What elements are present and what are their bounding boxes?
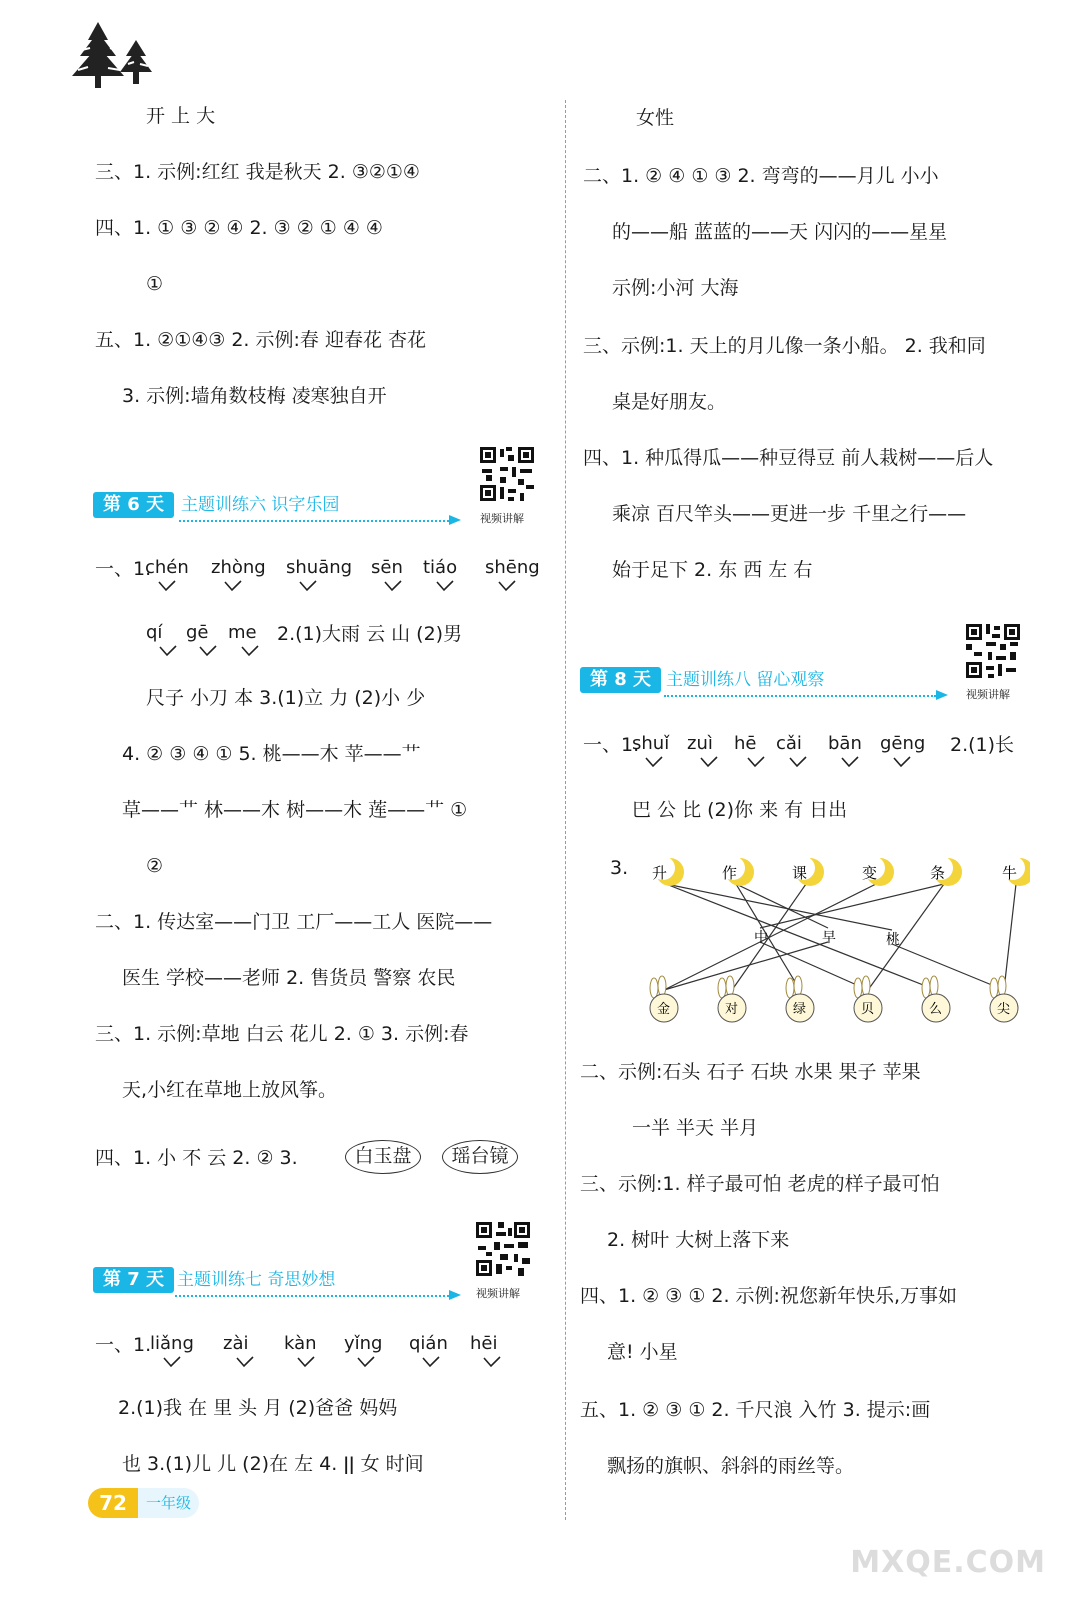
page-number: 72 (88, 1488, 138, 1518)
right-answer-line: 四、1. 种瓜得瓜——种豆得豆 前人栽树——后人 (583, 447, 994, 469)
day6-badge: 第 6 天 (93, 492, 174, 518)
moon-char: 课 (792, 864, 808, 882)
day6-answer-line: 尺子 小刀 本 3.(1)立 力 (2)小 少 (146, 687, 426, 709)
day6-pinyin: shuāng (286, 557, 353, 578)
middle-char: 早 (822, 930, 836, 946)
right-answer-line: 三、示例:1. 天上的月儿像一条小船。 2. 我和同 (583, 335, 986, 357)
right-answer-line: 二、1. ② ④ ① ③ 2. 弯弯的——月儿 小小 (583, 165, 939, 187)
column-divider (565, 100, 566, 1520)
day6-pinyin: gē (186, 622, 209, 643)
day7-check-icon (162, 1355, 182, 1369)
rabbit-char: 么 (929, 1002, 943, 1017)
day8-answer-line: 意! 小星 (607, 1341, 678, 1363)
match-line (760, 942, 868, 990)
day8-answer-line: 四、1. ② ③ ① 2. 示例:祝您新年快乐,万事如 (580, 1285, 957, 1307)
matching-diagram (630, 850, 1030, 1030)
day7-badge: 第 7 天 (93, 1267, 174, 1293)
day8-header (580, 665, 960, 695)
day8-answer-line: 2.(1)长 (950, 734, 1015, 756)
day7-answer-line: 2.(1)我 在 里 头 月 (2)爸爸 妈妈 (118, 1397, 398, 1419)
day6-check-icon (198, 644, 218, 658)
day6-qr-label: 视频讲解 (480, 512, 524, 525)
moon-char: 变 (862, 864, 878, 882)
moon-char: 牛 (1002, 864, 1018, 882)
day7-pinyin: qián (409, 1333, 448, 1354)
day8-check-icon (746, 755, 766, 769)
day6-pinyin: zhòng (211, 557, 266, 578)
day6-pinyin: me (228, 622, 257, 643)
day7-check-icon (296, 1355, 316, 1369)
day6-check-icon (157, 579, 177, 593)
day8-topic: 主题训练八 留心观察 (666, 670, 825, 690)
day8-check-icon (840, 755, 860, 769)
grade-label: 一年级 (138, 1488, 199, 1518)
watermark-text: MXQE.COM (850, 1545, 1046, 1580)
day7-pinyin: yǐng (344, 1333, 383, 1354)
day8-badge: 第 8 天 (580, 667, 661, 693)
day8-pinyin: bān (828, 733, 862, 754)
day7-answer-line: 一、1. (95, 1334, 152, 1356)
day7-pinyin: kàn (284, 1333, 317, 1354)
day6-answer-line: 一、1. (95, 558, 152, 580)
day7-topic: 主题训练七 奇思妙想 (177, 1270, 336, 1290)
answer-oval-2: 瑶台镜 (442, 1140, 518, 1174)
day6-pinyin: sēn (371, 557, 403, 578)
day6-check-icon (240, 644, 260, 658)
day6-answer-line: ② (146, 855, 164, 877)
left-answer-line: 五、1. ②①④③ 2. 示例:春 迎春花 杏花 (95, 329, 426, 351)
day8-pinyin: shuǐ (632, 733, 670, 754)
rabbit-char: 尖 (997, 1002, 1011, 1017)
day8-answer-line: 二、示例:石头 石子 石块 水果 果子 苹果 (580, 1061, 921, 1083)
day7-arrow-icon (449, 1290, 461, 1300)
day6-check-icon (158, 644, 178, 658)
day6-answer-line: 四、1. 小 不 云 2. ② 3. (95, 1147, 298, 1169)
day6-pinyin: qí (146, 622, 163, 643)
day7-check-icon (235, 1355, 255, 1369)
day6-answer-line: 三、1. 示例:草地 白云 花儿 2. ① 3. 示例:春 (95, 1023, 469, 1045)
day6-rule (179, 520, 449, 522)
day7-pinyin: hēi (470, 1333, 498, 1354)
day6-answer-line: 医生 学校——老师 2. 售货员 警察 农民 (122, 967, 456, 989)
match-line (1004, 884, 1016, 990)
day7-rule (175, 1295, 449, 1297)
day7-check-icon (356, 1355, 376, 1369)
day7-qr-label: 视频讲解 (476, 1287, 520, 1300)
day6-header (93, 490, 473, 520)
rabbit-char: 金 (657, 1002, 671, 1017)
day8-rule (664, 695, 936, 697)
right-answer-line: 乘凉 百尺竿头——更进一步 千里之行—— (612, 503, 967, 525)
day8-check-icon (892, 755, 912, 769)
day8-qr-label: 视频讲解 (966, 688, 1010, 701)
day6-answer-line: 草——艹 林——木 树——木 莲——艹 ① (122, 799, 468, 821)
middle-char: 桃 (886, 932, 900, 948)
day6-topic: 主题训练六 识字乐园 (181, 495, 340, 515)
day8-check-icon (788, 755, 808, 769)
left-answer-line: 四、1. ① ③ ② ④ 2. ③ ② ① ④ ④ (95, 217, 383, 239)
day6-pinyin: tiáo (423, 557, 458, 578)
day7-header (93, 1265, 473, 1295)
day8-answer-line: 五、1. ② ③ ① 2. 千尺浪 入竹 3. 提示:画 (580, 1399, 931, 1421)
day6-answer-line: 天,小红在草地上放风筝。 (122, 1079, 338, 1101)
moon-char: 作 (722, 864, 738, 882)
day8-pinyin: zuì (687, 733, 713, 754)
left-answer-line: 三、1. 示例:红红 我是秋天 2. ③②①④ (95, 161, 420, 183)
day8-pinyin: cǎi (776, 733, 802, 754)
day7-pinyin: liǎng (150, 1333, 194, 1354)
day6-answer-line: 2.(1)大雨 云 山 (2)男 (277, 623, 463, 645)
rabbit-char: 对 (725, 1002, 739, 1017)
day6-check-icon (435, 579, 455, 593)
match-line (892, 944, 1004, 990)
left-answer-line: 开 上 大 (146, 105, 216, 127)
day8-answer-line: 飘扬的旗帜、斜斜的雨丝等。 (607, 1455, 855, 1477)
day8-answer-line: 一半 半天 半月 (632, 1117, 759, 1139)
day8-answer-line: 3. (610, 857, 629, 879)
day8-answer-line: 一、1. (583, 734, 640, 756)
right-answer-line: 女性 (636, 107, 675, 129)
day8-answer-line: 巴 公 比 (2)你 来 有 日出 (632, 799, 848, 821)
day6-pinyin: shēng (485, 557, 540, 578)
tree-logo-icon (70, 18, 162, 92)
day8-answer-line: 2. 树叶 大树上落下来 (607, 1229, 790, 1251)
answer-oval-1: 白玉盘 (345, 1140, 421, 1174)
day7-qr-code-icon[interactable] (474, 1220, 532, 1278)
day6-qr-code-icon[interactable] (478, 445, 536, 503)
rabbit-char: 贝 (861, 1002, 875, 1017)
day8-check-icon (644, 755, 664, 769)
rabbit-char: 绿 (793, 1002, 807, 1017)
day7-pinyin: zài (223, 1333, 249, 1354)
right-answer-line: 的——船 蓝蓝的——天 闪闪的——星星 (612, 221, 948, 243)
left-answer-line: 3. 示例:墙角数枝梅 凌寒独自开 (122, 385, 387, 407)
left-answer-line: ① (146, 273, 164, 295)
day6-check-icon (298, 579, 318, 593)
day7-check-icon (482, 1355, 502, 1369)
middle-char: 中 (754, 930, 768, 946)
day6-arrow-icon (449, 515, 461, 525)
day7-check-icon (421, 1355, 441, 1369)
day7-answer-line: 也 3.(1)儿 儿 (2)在 左 4. ǀǀ 女 时间 (122, 1453, 424, 1475)
right-answer-line: 示例:小河 大海 (612, 277, 739, 299)
day8-arrow-icon (936, 690, 948, 700)
day8-pinyin: hē (734, 733, 757, 754)
day6-check-icon (223, 579, 243, 593)
day6-answer-line: 二、1. 传达室——门卫 工厂——工人 医院—— (95, 911, 493, 933)
day8-check-icon (699, 755, 719, 769)
day6-answer-line: 4. ② ③ ④ ① 5. 桃——木 苹——艹 (122, 743, 421, 765)
day8-pinyin: gēng (880, 733, 926, 754)
right-answer-line: 始于足下 2. 东 西 左 右 (612, 559, 813, 581)
day6-check-icon (497, 579, 517, 593)
moon-char: 升 (652, 864, 668, 882)
moon-char: 条 (930, 864, 946, 882)
day8-qr-code-icon[interactable] (964, 622, 1022, 680)
day8-answer-line: 三、示例:1. 样子最可怕 老虎的样子最可怕 (580, 1173, 940, 1195)
right-answer-line: 桌是好朋友。 (612, 391, 727, 413)
day6-check-icon (383, 579, 403, 593)
day6-pinyin: chén (145, 557, 189, 578)
